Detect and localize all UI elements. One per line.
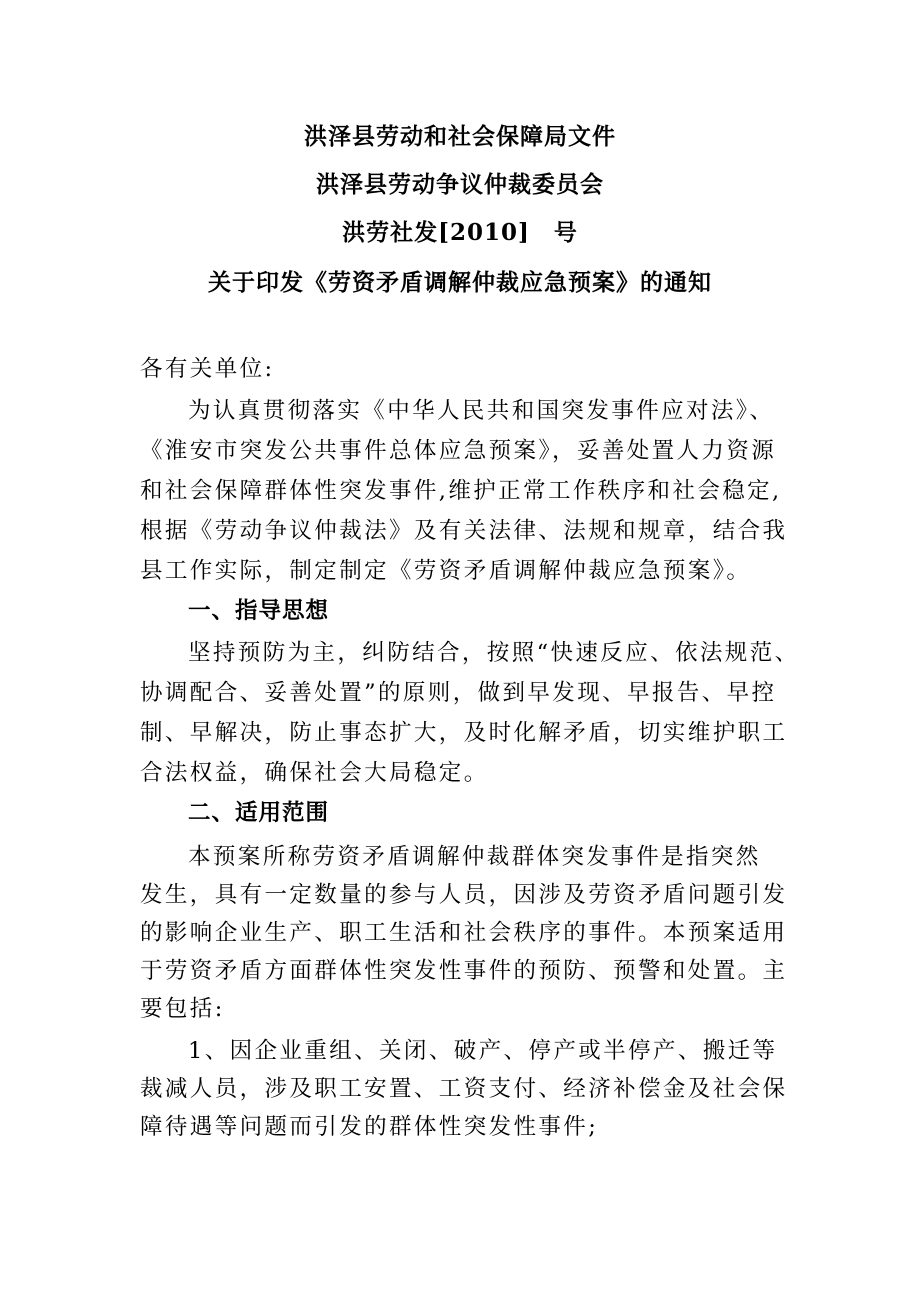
section2-line: 要包括: [140,996,225,1022]
intro-line: 《淮安市突发公共事件总体应急预案》，妥善处置人力资源 [140,438,777,464]
issuer-line-1: 洪泽县劳动和社会保障局文件 [304,123,616,150]
issuer-line-2: 洪泽县劳动争议仲裁委员会 [316,171,604,198]
section2-line: 本预案所称劳资矛盾调解仲裁群体突发事件是指突然 [188,844,761,870]
list-item-1-line: 障待遇等问题而引发的群体性突发性事件; [140,1114,599,1140]
section2-line: 于劳资矛盾方面群体性突发性事件的预防、预警和处置。主 [140,958,788,984]
intro-line: 和社会保障群体性突发事件,维护正常工作秩序和社会稳定, [140,478,782,504]
section-heading-scope: 二、适用范围 [188,800,330,826]
salutation: 各有关单位: [140,356,275,382]
section1-line: 协调配合、妥善处置”的原则，做到早发现、早报告、早控 [140,680,777,706]
section-heading-guiding-thought: 一、指导思想 [188,598,330,624]
intro-line: 为认真贯彻落实《中华人民共和国突发事件应对法》、 [188,398,775,424]
section1-line: 合法权益，确保社会大局稳定。 [140,760,489,786]
section2-line: 发生，具有一定数量的参与人员，因涉及劳资矛盾问题引发 [140,882,788,908]
document-subject: 关于印发《劳资矛盾调解仲裁应急预案》的通知 [208,269,712,296]
list-item-1-line: 1、因企业重组、关闭、破产、停产或半停产、搬迁等 [188,1038,778,1064]
section1-line: 制、早解决，防止事态扩大，及时化解矛盾，切实维护职工 [140,720,788,746]
list-item-1-line: 裁减人员，涉及职工安置、工资支付、经济补偿金及社会保 [140,1076,788,1102]
intro-line: 根据《劳动争议仲裁法》及有关法律、法规和规章，结合我 [140,518,788,544]
section1-line: 坚持预防为主，纠防结合，按照“快速反应、依法规范、 [188,640,800,666]
intro-line: 县工作实际，制定制定《劳资矛盾调解仲裁应急预案》。 [140,558,752,584]
document-number: 洪劳社发[2010] 号 [342,219,578,246]
section2-line: 的影响企业生产、职工生活和社会秩序的事件。本预案适用 [140,920,788,946]
